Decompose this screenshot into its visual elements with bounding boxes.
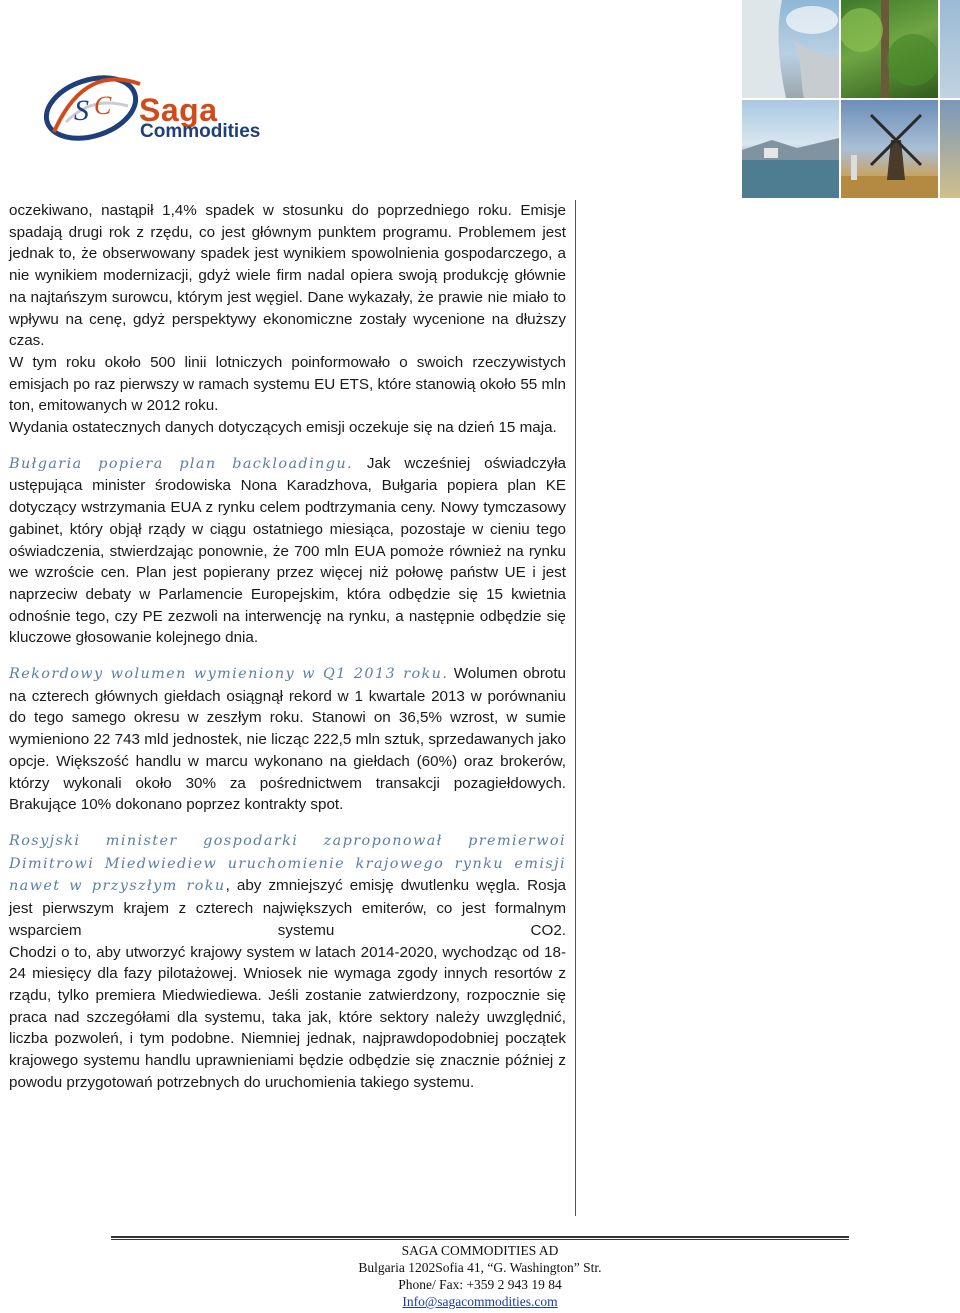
svg-text:C: C [94, 91, 112, 120]
page-header [0, 0, 960, 200]
price-impact-text: Dane wykazały, że prawie nie miało to wpływu na cenę, gdyż perspektywy ekonomiczne zostały wycenione na dłuższy czas. [9, 288, 566, 350]
article-column [9, 200, 566, 1093]
column-divider [575, 200, 576, 1216]
logo-commodities-text: Commodities [140, 121, 261, 142]
emissions-paragraph [9, 200, 566, 352]
russia-text: , aby zmniejszyć emisję dwutlenku węgla. Rosja jest pierwszym krajem z czterech największych emiterów, co jest formalnym wsparciem systemu CO2. [9, 877, 566, 939]
footer-company: SAGA COMMODITIES AD [401, 1243, 559, 1258]
airlines-paragraph: W tym roku około 500 linii lotniczych poinformowało o swoich rzeczywistych emisjach po raz pierwszy w ramach systemu EU ETS, które stanowią około 55 mln ton, emitowanych w 2012 roku. [9, 353, 566, 415]
final-data-paragraph: Wydania ostatecznych danych dotyczących emisji oczekuje się na dzień 15 maja. [9, 419, 557, 437]
cooling-tower-photo [742, 0, 839, 98]
footer-phone: Phone/ Fax: +359 2 943 19 84 [398, 1277, 562, 1292]
volume-heading: Rekordowy wolumen wymieniony w Q1 2013 roku. [9, 666, 449, 683]
logo-saga-text: Saga [139, 92, 218, 128]
russia-paragraph-2: Chodzi o to, aby utworzyć krajowy system w latach 2014-2020, wychodząc od 18-24 miesięcy dla fazy pilotażowej. Wniosek nie wymaga zgody innych resortów z rządu, tylko premiera Miedwiediewa. Jeśli zostanie zatwierdzony, rozpocznie się praca nad szczegółami dla systemu, taka jak, które sektory należy uwzględnić, liczba pozwoleń, i tym podobne. Niemniej jednak, najprawdopodobniej początek krajowego systemu handlu uprawnieniami będzie odbędzie się znacznie później z powodu przygotowań potrzebnych do uruchomienia takiego systemu. [9, 943, 566, 1091]
field-photo-strip [940, 100, 960, 198]
footer-address: Bulgaria 1202Sofia 41, “G. Washington” Str. [358, 1260, 602, 1275]
saga-commodities-logo [36, 62, 306, 152]
logo-swoosh-icon [36, 62, 156, 152]
forest-photo [841, 0, 938, 98]
footer-rule-thick [111, 1236, 849, 1238]
page-footer [111, 1242, 849, 1310]
bulgaria-paragraph [9, 453, 566, 649]
footer-email-link[interactable]: Info@sagacommodities.com [402, 1294, 558, 1309]
windmill-photo [841, 100, 938, 198]
bulgaria-heading: Bułgaria popiera plan backloadingu. [9, 455, 353, 472]
bulgaria-text: Jak wcześniej oświadczyła ustępująca minister środowiska Nona Karadzhova, Bułgaria popiera plan KE dotyczący wstrzymania EUA z rynku celem podtrzymania ceny. Nowy tymczasowy gabinet, który objął rządy w ciągu ostatniego miesiąca, pozostaje w cieniu tego oświadczenia, stwierdzając ponownie, że 700 mln EUA pomoże również na rynku we wzroście cen. Plan jest popierany przez więcej niż połowę państw UE i jest naprzeciw debaty w Parlamencie Europejskim, która odbędzie się 15 kwietnia odnośnie tego, czy PE zezwoli na interwencję na rynku, a następnie odbędzie się kluczowe głosowanie kolejnego dnia. [9, 454, 566, 647]
volume-paragraph [9, 663, 566, 816]
sky-photo-strip [940, 0, 960, 98]
svg-text:S: S [74, 94, 89, 127]
footer-rule-thin [111, 1239, 849, 1240]
volume-text: Wolumen obrotu na czterech głównych giełdach osiągnął rekord w 1 kwartale 2013 w porównaniu do tego samego okresu w zeszłym roku. Stanowi on 36,5% wzrost, w sumie wymieniono 22 743 mld jednostek, nie licząc 222,5 mln sztuk, sprzedawanych jako opcje. Większość handlu w marcu wykonano na giełdach (60%) oraz brokerów, którzy wykonali około 30% za pośrednictwem transakcji pozagiełdowych. Brakujące 10% dokonano poprzez kontrakty spot. [9, 665, 567, 814]
emissions-text: oczekiwano, nastąpił 1,4% spadek w stosunku do poprzedniego roku. Emisje spadają drugi rok z rzędu, co jest głównym punktem programu. Problemem jest jednak to, że obserwowany spadek jest wynikiem spowolnienia gospodarczego, a nie wynikiem modernizacji, gdyż wiele firm nadal opiera swoją produkcję głównie na najtańszym surowcu, którym jest węgiel. [9, 202, 566, 306]
lake-plant-photo [742, 100, 839, 198]
russia-heading: Rosyjski minister gospodarki zaproponował premierwoi Dimitrowi Miedwiediew uruchomienie krajowego rynku emisji nawet w przyszłym roku [9, 832, 566, 895]
russia-paragraph [9, 830, 566, 942]
